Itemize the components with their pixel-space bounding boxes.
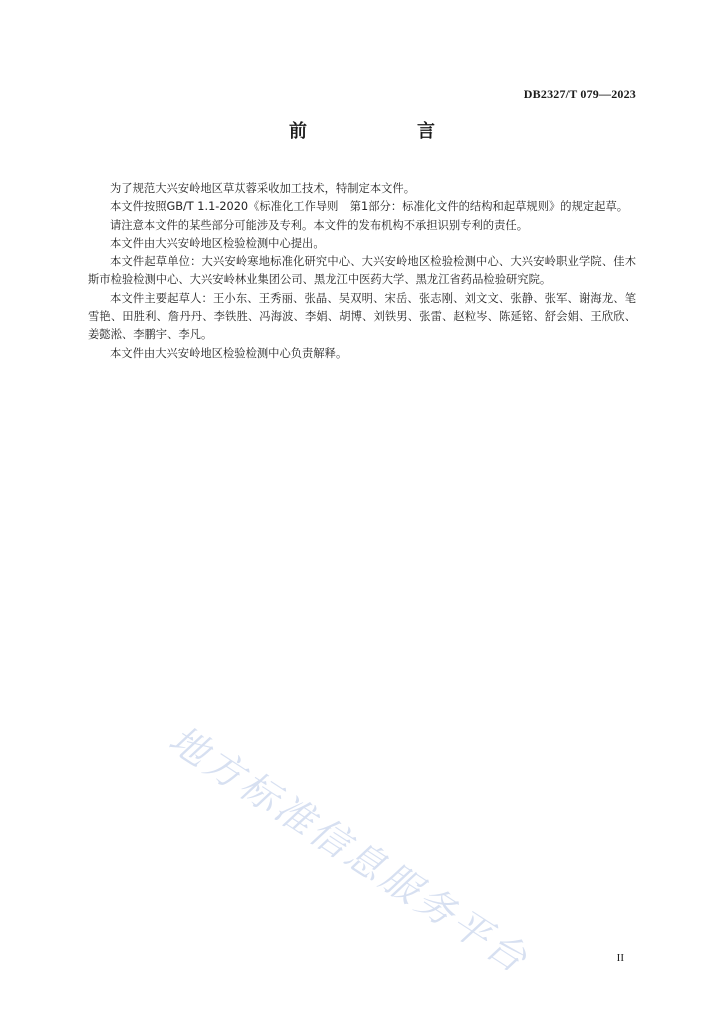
paragraph-drafters: 本文件主要起草人：王小东、王秀丽、张晶、吴双明、宋岳、张志刚、刘文文、张静、张军、谢海龙、笔雪艳、田胜利、詹丹丹、李铁胜、冯海波、李娟、胡博、刘铁男、张雷、赵粒岑、陈延铭、舒会娟、王欣欣、姜懿淞、李鹏宇、李凡。 [88, 291, 636, 342]
page-title: 前 言 [289, 121, 481, 142]
paragraph-purpose: 为了规范大兴安岭地区草苁蓉采收加工技术，特制定本文件。 [110, 182, 416, 195]
paragraph-interpretation: 本文件由大兴安岭地区检验检测中心负责解释。 [110, 346, 348, 360]
paragraph-proposer: 本文件由大兴安岭地区检验检测中心提出。 [110, 236, 325, 250]
foreword-body [88, 180, 636, 363]
standard-code: DB2327/T 079—2023 [523, 87, 636, 101]
page-number: II [616, 952, 624, 964]
paragraph-drafting-units: 本文件起草单位：大兴安岭寒地标准化研究中心、大兴安岭地区检验检测中心、大兴安岭职业学院、佳木斯市检验检测中心、大兴安岭林业集团公司、黑龙江中医药大学、黑龙江省药品检验研究院。 [88, 255, 636, 287]
paragraph-drafting-rules: 本文件按照GB/T 1.1-2020《标准化工作导则 第1部分：标准化文件的结构和起草规则》的规定起草。 [110, 200, 629, 214]
watermark: 地方标准信息服务平台 [161, 716, 538, 983]
paragraph-patent-notice: 请注意本文件的某些部分可能涉及专利。本文件的发布机构不承担识别专利的责任。 [110, 218, 528, 232]
